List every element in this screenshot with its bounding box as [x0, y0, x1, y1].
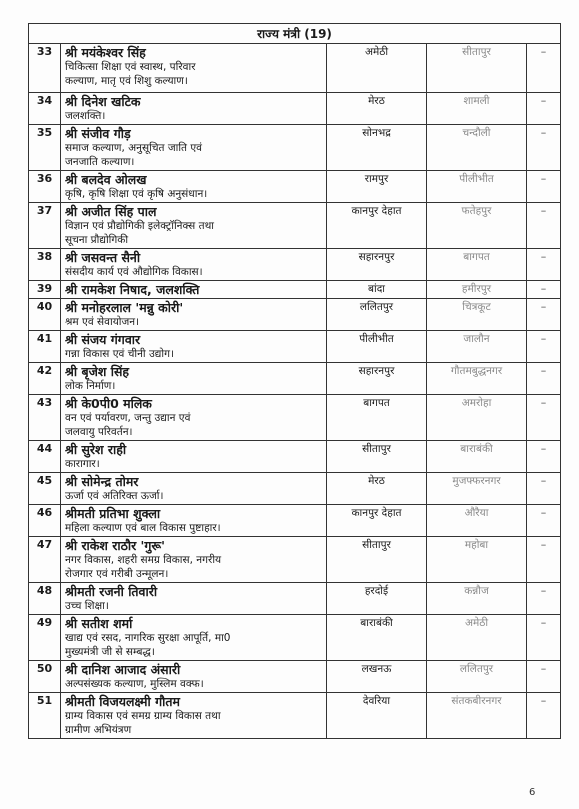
- department-line: लोक निर्माण।: [65, 380, 116, 392]
- home-district: पीलीभीत: [327, 331, 427, 363]
- minister-info-cell: [61, 473, 327, 505]
- assigned-district: जालौन: [427, 331, 527, 363]
- home-district: कानपुर देहात: [327, 505, 427, 537]
- serial-number: 41: [29, 331, 61, 363]
- home-district: बाराबंकी: [327, 615, 427, 661]
- home-district: ललितपुर: [327, 299, 427, 331]
- extra-column: –: [527, 693, 561, 739]
- table-row: [29, 281, 561, 299]
- minister-info-cell: [61, 93, 327, 125]
- table-row: [29, 249, 561, 281]
- department-line: खाद्य एवं रसद, नागरिक सुरक्षा आपूर्ति, मा0: [65, 632, 231, 644]
- serial-number: 33: [29, 44, 61, 93]
- table-row: [29, 299, 561, 331]
- minister-info-cell: [61, 44, 327, 93]
- assigned-district: गौतमबुद्धनगर: [427, 363, 527, 395]
- serial-number: 38: [29, 249, 61, 281]
- department-line: विज्ञान एवं प्रौद्योगिकी इलेक्ट्रॉनिक्स तथा: [65, 220, 214, 232]
- table-row: [29, 125, 561, 171]
- home-district: सीतापुर: [327, 537, 427, 583]
- minister-name: श्री मनोहरलाल 'मन्नु कोरी': [65, 300, 184, 315]
- department-line: कल्याण, मातृ एवं शिशु कल्याण।: [65, 75, 188, 87]
- table-row: [29, 93, 561, 125]
- minister-info-cell: [61, 281, 327, 299]
- department-line: महिला कल्याण एवं बाल विकास पुष्टाहार।: [65, 522, 221, 534]
- home-district: सहारनपुर: [327, 363, 427, 395]
- assigned-district: चन्दौली: [427, 125, 527, 171]
- home-district: अमेठी: [327, 44, 427, 93]
- department-line: गन्ना विकास एवं चीनी उद्योग।: [65, 348, 174, 360]
- table-row: [29, 473, 561, 505]
- home-district: कानपुर देहात: [327, 203, 427, 249]
- minister-info-cell: [61, 299, 327, 331]
- serial-number: 51: [29, 693, 61, 739]
- minister-name: श्रीमती प्रतिभा शुक्ला: [65, 506, 161, 521]
- department-line: जलशक्ति।: [65, 110, 106, 122]
- serial-number: 43: [29, 395, 61, 441]
- assigned-district: औरैया: [427, 505, 527, 537]
- department-line: जनजाति कल्याण।: [65, 156, 135, 168]
- minister-name: श्री संजीव गौड़: [65, 126, 131, 141]
- table-row: [29, 395, 561, 441]
- home-district: बांदा: [327, 281, 427, 299]
- serial-number: 42: [29, 363, 61, 395]
- minister-info-cell: [61, 615, 327, 661]
- serial-number: 39: [29, 281, 61, 299]
- page-number: 6: [529, 787, 536, 798]
- assigned-district: महोबा: [427, 537, 527, 583]
- ministers-table: [28, 23, 561, 739]
- department-line: कारागार।: [65, 458, 100, 470]
- serial-number: 34: [29, 93, 61, 125]
- table-row: [29, 661, 561, 693]
- serial-number: 50: [29, 661, 61, 693]
- department-line: रोजगार एवं गरीबी उन्मूलन।: [65, 568, 169, 580]
- extra-column: –: [527, 395, 561, 441]
- assigned-district: अमरोहा: [427, 395, 527, 441]
- department-line: जलवायु परिवर्तन।: [65, 426, 133, 438]
- assigned-district: शामली: [427, 93, 527, 125]
- extra-column: –: [527, 441, 561, 473]
- department-line: उच्च शिक्षा।: [65, 600, 109, 612]
- serial-number: 35: [29, 125, 61, 171]
- minister-info-cell: [61, 331, 327, 363]
- minister-info-cell: [61, 125, 327, 171]
- extra-column: –: [527, 661, 561, 693]
- extra-column: –: [527, 363, 561, 395]
- assigned-district: संतकबीरनगर: [427, 693, 527, 739]
- minister-name: श्री जसवन्त सैनी: [65, 250, 141, 265]
- assigned-district: हमीरपुर: [427, 281, 527, 299]
- minister-name: श्री बृजेश सिंह: [65, 364, 130, 379]
- minister-info-cell: [61, 693, 327, 739]
- serial-number: 48: [29, 583, 61, 615]
- minister-name: श्री राकेश राठौर 'गुरू': [65, 538, 165, 553]
- assigned-district: चित्रकूट: [427, 299, 527, 331]
- department-line: समाज कल्याण, अनुसूचित जाति एवं: [65, 142, 203, 154]
- department-line: अल्पसंख्यक कल्याण, मुस्लिम वक्फ।: [65, 678, 204, 690]
- minister-info-cell: [61, 203, 327, 249]
- home-district: बागपत: [327, 395, 427, 441]
- serial-number: 40: [29, 299, 61, 331]
- minister-info-cell: [61, 171, 327, 203]
- assigned-district: फतेहपुर: [427, 203, 527, 249]
- minister-name: श्री संजय गंगवार: [65, 332, 141, 347]
- assigned-district: मुजफ्फरनगर: [427, 473, 527, 505]
- minister-info-cell: [61, 363, 327, 395]
- assigned-district: बाराबंकी: [427, 441, 527, 473]
- department-line: नगर विकास, शहरी समग्र विकास, नगरीय: [65, 554, 222, 566]
- serial-number: 44: [29, 441, 61, 473]
- minister-name: श्रीमती रजनी तिवारी: [65, 584, 158, 599]
- minister-info-cell: [61, 395, 327, 441]
- department-line: कृषि, कृषि शिक्षा एवं कृषि अनुसंधान।: [65, 188, 208, 200]
- home-district: रामपुर: [327, 171, 427, 203]
- table-body: [29, 44, 561, 739]
- minister-name: श्री सुरेश राही: [65, 442, 127, 457]
- section-title: राज्य मंत्री (19): [29, 24, 561, 44]
- table-row: [29, 331, 561, 363]
- assigned-district: ललितपुर: [427, 661, 527, 693]
- home-district: लखनऊ: [327, 661, 427, 693]
- home-district: सीतापुर: [327, 441, 427, 473]
- extra-column: –: [527, 171, 561, 203]
- minister-name: श्री सोमेन्द्र तोमर: [65, 474, 139, 489]
- department-line: ग्रामीण अभियंत्रण: [65, 724, 132, 736]
- minister-info-cell: [61, 537, 327, 583]
- extra-column: –: [527, 249, 561, 281]
- minister-name: श्री अजीत सिंह पाल: [65, 204, 157, 219]
- assigned-district: सीतापुर: [427, 44, 527, 93]
- minister-name: श्रीमती विजयलक्ष्मी गौतम: [65, 694, 180, 709]
- extra-column: –: [527, 615, 561, 661]
- table-row: [29, 363, 561, 395]
- home-district: सहारनपुर: [327, 249, 427, 281]
- assigned-district: पीलीभीत: [427, 171, 527, 203]
- extra-column: –: [527, 93, 561, 125]
- minister-name: श्री दानिश आजाद अंसारी: [65, 662, 181, 677]
- minister-info-cell: [61, 583, 327, 615]
- serial-number: 45: [29, 473, 61, 505]
- extra-column: –: [527, 473, 561, 505]
- home-district: सोनभद्र: [327, 125, 427, 171]
- minister-name: श्री सतीश शर्मा: [65, 616, 133, 631]
- table-row: [29, 537, 561, 583]
- minister-info-cell: [61, 661, 327, 693]
- assigned-district: अमेठी: [427, 615, 527, 661]
- table-row: [29, 44, 561, 93]
- department-line: संसदीय कार्य एवं औद्योगिक विकास।: [65, 266, 203, 278]
- department-line: वन एवं पर्यावरण, जन्तु उद्यान एवं: [65, 412, 191, 424]
- department-line: चिकित्सा शिक्षा एवं स्वास्थ, परिवार: [65, 61, 196, 73]
- department-line: ऊर्जा एवं अतिरिक्त ऊर्जा।: [65, 490, 164, 502]
- table-row: [29, 171, 561, 203]
- minister-info-cell: [61, 249, 327, 281]
- department-line: ग्राम्य विकास एवं समग्र ग्राम्य विकास तथा: [65, 710, 221, 722]
- assigned-district: बागपत: [427, 249, 527, 281]
- minister-name: श्री बलदेव ओलख: [65, 172, 147, 187]
- extra-column: –: [527, 203, 561, 249]
- home-district: मेरठ: [327, 473, 427, 505]
- home-district: देवरिया: [327, 693, 427, 739]
- assigned-district: कन्नौज: [427, 583, 527, 615]
- minister-name: श्री मयंकेश्वर सिंह: [65, 45, 146, 60]
- minister-info-cell: [61, 441, 327, 473]
- extra-column: –: [527, 125, 561, 171]
- table-row: [29, 441, 561, 473]
- table-row: [29, 615, 561, 661]
- home-district: हरदोई: [327, 583, 427, 615]
- extra-column: –: [527, 331, 561, 363]
- department-line: सूचना प्रौद्योगिकी: [65, 234, 129, 246]
- serial-number: 36: [29, 171, 61, 203]
- section-header-row: [29, 24, 561, 44]
- extra-column: –: [527, 44, 561, 93]
- table-row: [29, 693, 561, 739]
- extra-column: –: [527, 505, 561, 537]
- minister-info-cell: [61, 505, 327, 537]
- extra-column: –: [527, 537, 561, 583]
- table-row: [29, 505, 561, 537]
- table-row: [29, 203, 561, 249]
- home-district: मेरठ: [327, 93, 427, 125]
- minister-name: श्री के0पी0 मलिक: [65, 396, 152, 411]
- serial-number: 37: [29, 203, 61, 249]
- serial-number: 49: [29, 615, 61, 661]
- serial-number: 46: [29, 505, 61, 537]
- department-line: मुख्यमंत्री जी से सम्बद्ध।: [65, 646, 155, 658]
- serial-number: 47: [29, 537, 61, 583]
- minister-name: श्री रामकेश निषाद, जलशक्ति: [65, 282, 200, 297]
- department-line: श्रम एवं सेवायोजन।: [65, 316, 140, 328]
- table-row: [29, 583, 561, 615]
- minister-name: श्री दिनेश खटिक: [65, 94, 141, 109]
- extra-column: –: [527, 583, 561, 615]
- extra-column: –: [527, 299, 561, 331]
- extra-column: –: [527, 281, 561, 299]
